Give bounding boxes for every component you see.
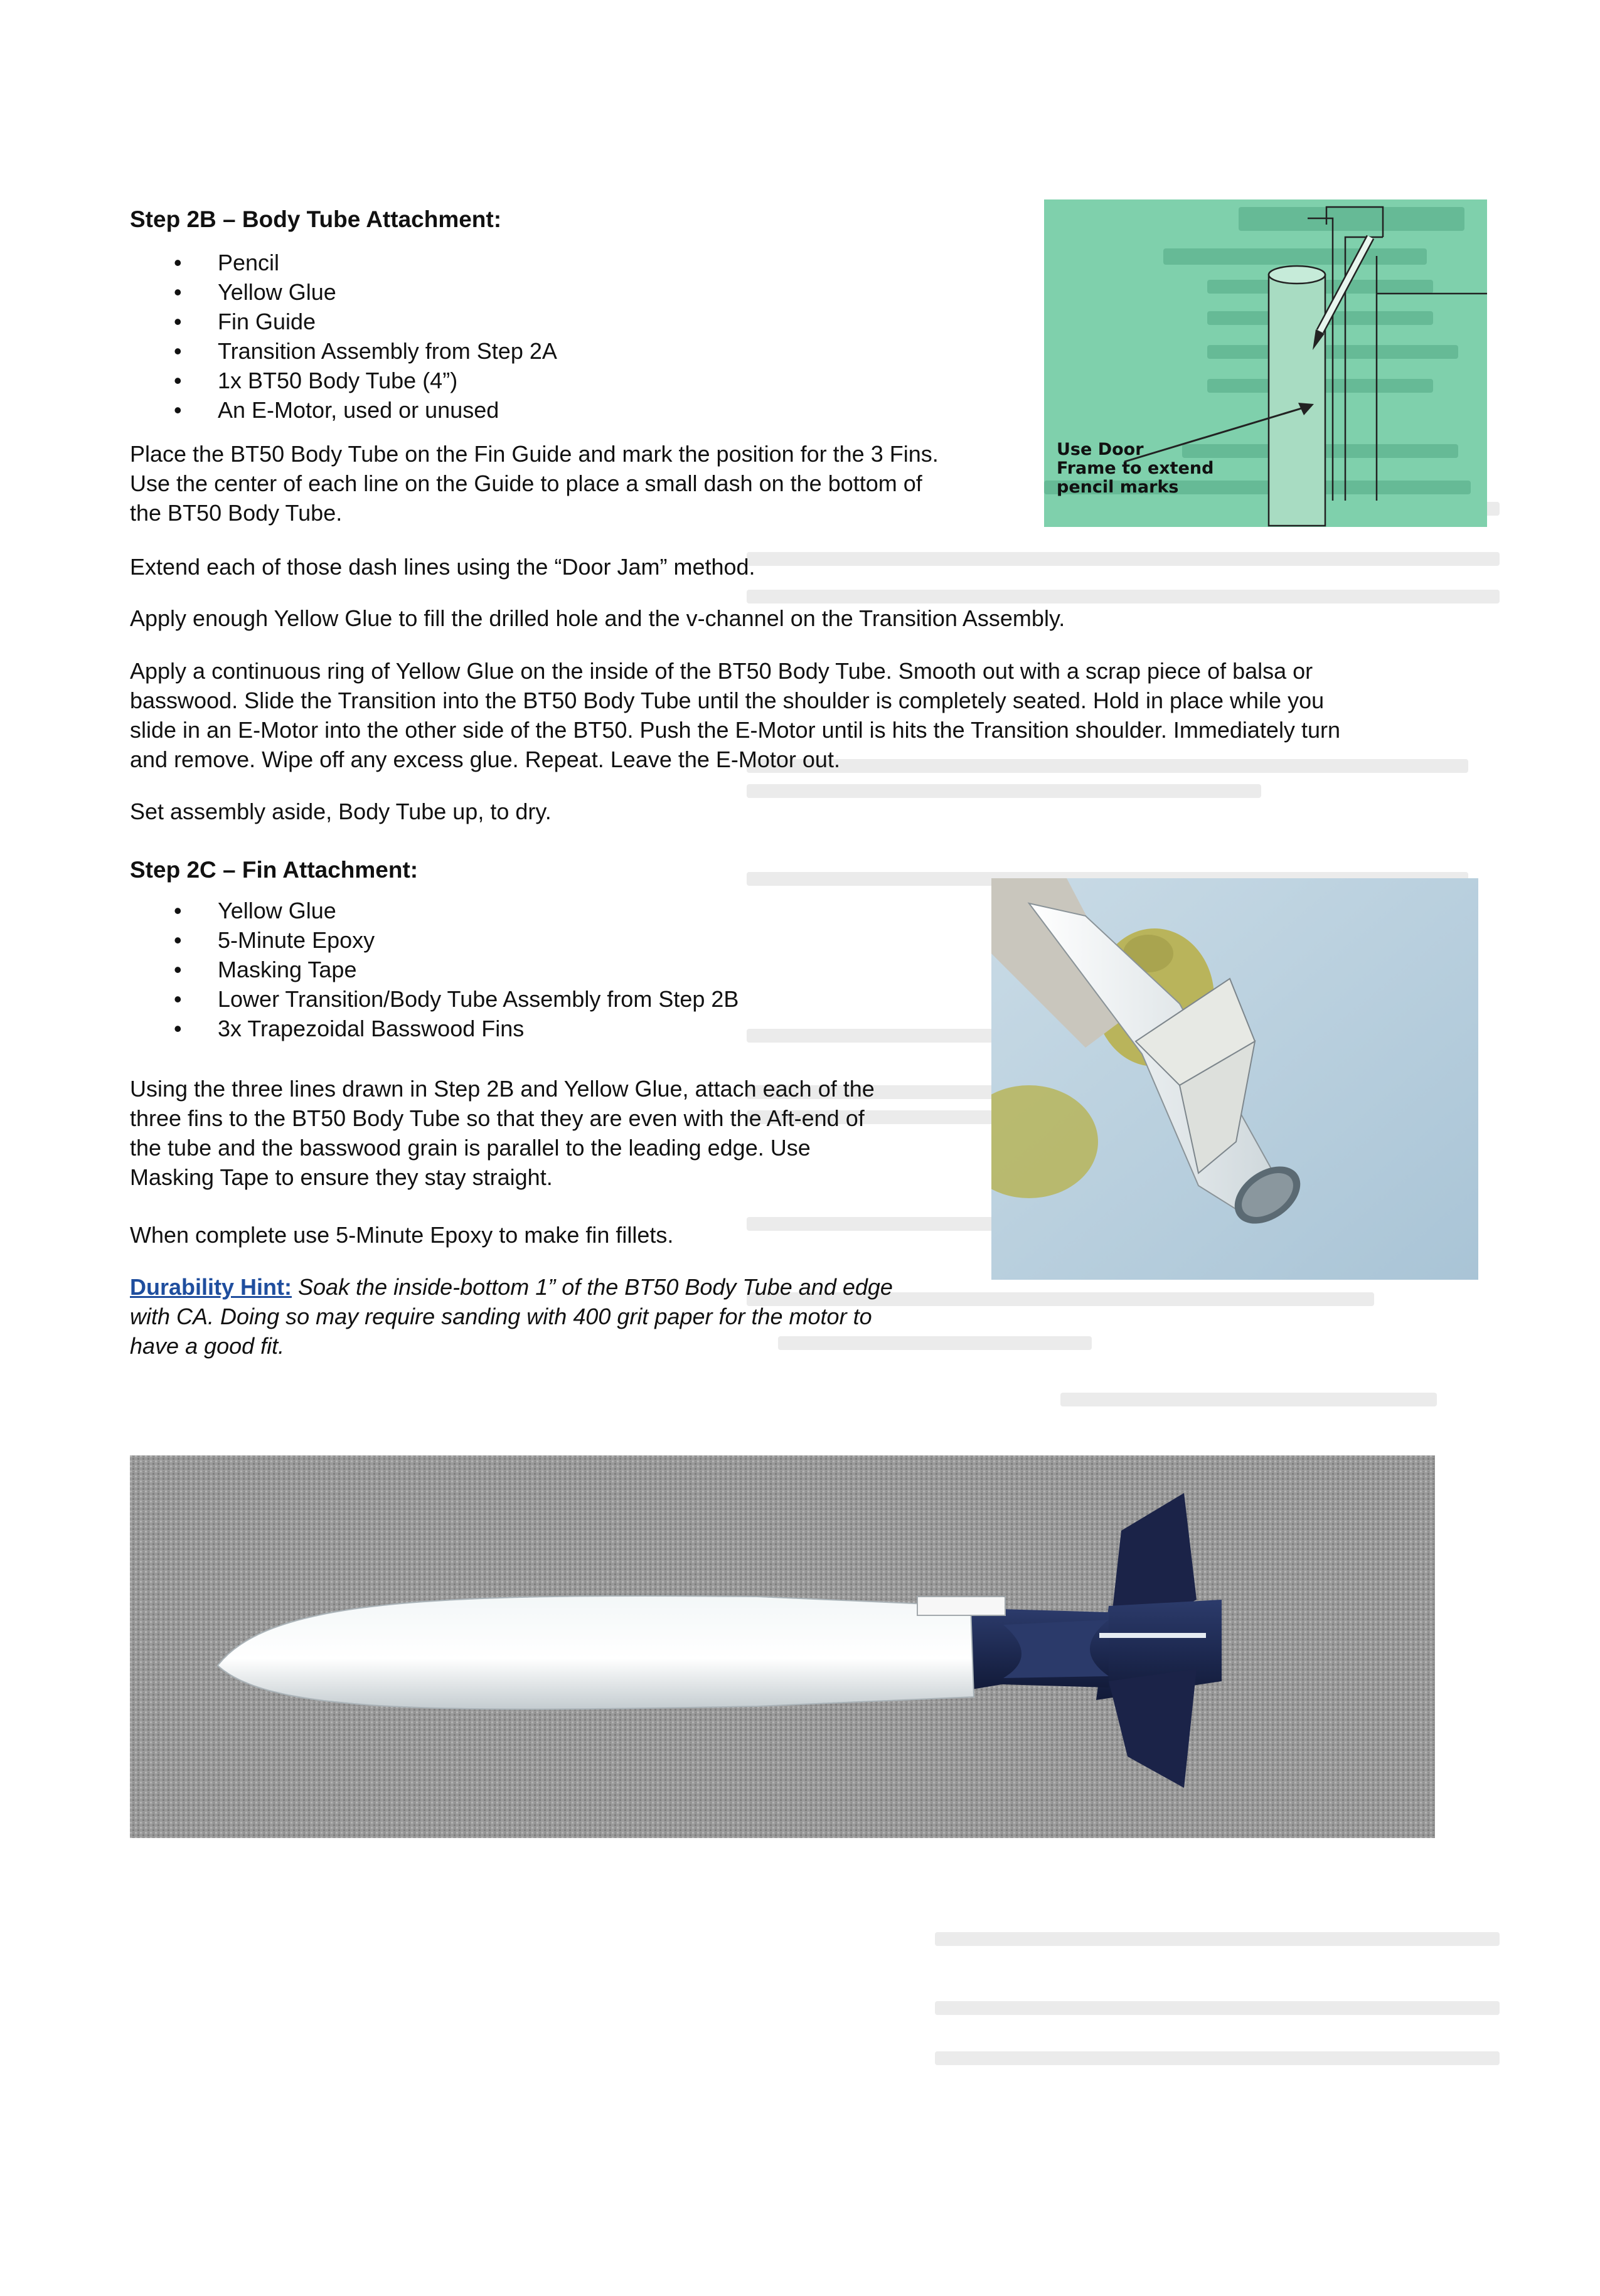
step-2c-paragraph-fillets: When complete use 5-Minute Epoxy to make fin fillets. [130, 1222, 674, 1248]
step-2c-paragraph-attach-fins: Using the three lines drawn in Step 2B and Yellow Glue, attach each of the three fins to the BT50 Body Tube so that they are even with the Aft-end of the tube and the basswood grain is parallel to the leading edge. Use Masking Tape to ensure they stay straight. [130, 1076, 875, 1190]
step-2b-paragraph-glue-hole: Apply enough Yellow Glue to fill the drilled hole and the v-channel on the Transition Assembly. [130, 605, 1065, 631]
list-item: • Masking Tape [130, 955, 739, 984]
step-2c-materials-list [130, 896, 739, 1043]
list-item: • Yellow Glue [130, 896, 739, 925]
list-item: • Fin Guide [130, 307, 557, 336]
step-2b-paragraph-door-jam: Extend each of those dash lines using the “Door Jam” method. [130, 554, 755, 580]
list-item: • Transition Assembly from Step 2A [130, 336, 557, 366]
fin-attachment-photo-drawing [991, 878, 1478, 1280]
durability-hint-label: Durability Hint: [130, 1274, 292, 1300]
list-item: • Lower Transition/Body Tube Assembly from Step 2B [130, 984, 739, 1014]
list-item: • An E-Motor, used or unused [130, 395, 557, 425]
completed-rocket-photo [130, 1455, 1435, 1838]
step-2b-paragraph-glue-ring: Apply a continuous ring of Yellow Glue on the inside of the BT50 Body Tube. Smooth out with a scrap piece of balsa or basswood. Slide the Transition into the BT50 Body Tube until the shoulder is completely seated. Hold in place while you slide in an E-Motor into the other side of the BT50. Push the E-Motor until is hits the Transition shoulder. Immediately turn and remove. Wipe off any excess glue. Repeat. Leave the E-Motor out. [130, 658, 1340, 772]
fin-attachment-photo [991, 878, 1478, 1280]
door-frame-callout: Use Door Frame to extend pencil marks [1057, 440, 1214, 497]
door-frame-illustration [1044, 199, 1487, 527]
body-tube-shape [1269, 266, 1325, 526]
step-2b-paragraph-set-aside: Set assembly aside, Body Tube up, to dry. [130, 799, 552, 824]
step-2b-heading: Step 2B – Body Tube Attachment: [130, 206, 502, 232]
step-2c-heading: Step 2C – Fin Attachment: [130, 857, 419, 883]
step-2b-materials-list [130, 248, 557, 425]
list-item: • 5-Minute Epoxy [130, 925, 739, 955]
step-2b-paragraph-fin-guide: Place the BT50 Body Tube on the Fin Guide and mark the position for the 3 Fins. Use the center of each line on the Guide to place a small dash on the bottom of the BT50 Body Tube. [130, 441, 939, 526]
list-item: • Pencil [130, 248, 557, 277]
durability-hint: Durability Hint: Soak the inside-bottom 1” of the BT50 Body Tube and edge with CA. Doing so may require sanding with 400 grit paper for the motor to have a good fit. [130, 1274, 893, 1359]
list-item: • 1x BT50 Body Tube (4”) [130, 366, 557, 395]
completed-rocket-photo-drawing [130, 1455, 1435, 1838]
list-item: • 3x Trapezoidal Basswood Fins [130, 1014, 739, 1043]
list-item: • Yellow Glue [130, 277, 557, 307]
